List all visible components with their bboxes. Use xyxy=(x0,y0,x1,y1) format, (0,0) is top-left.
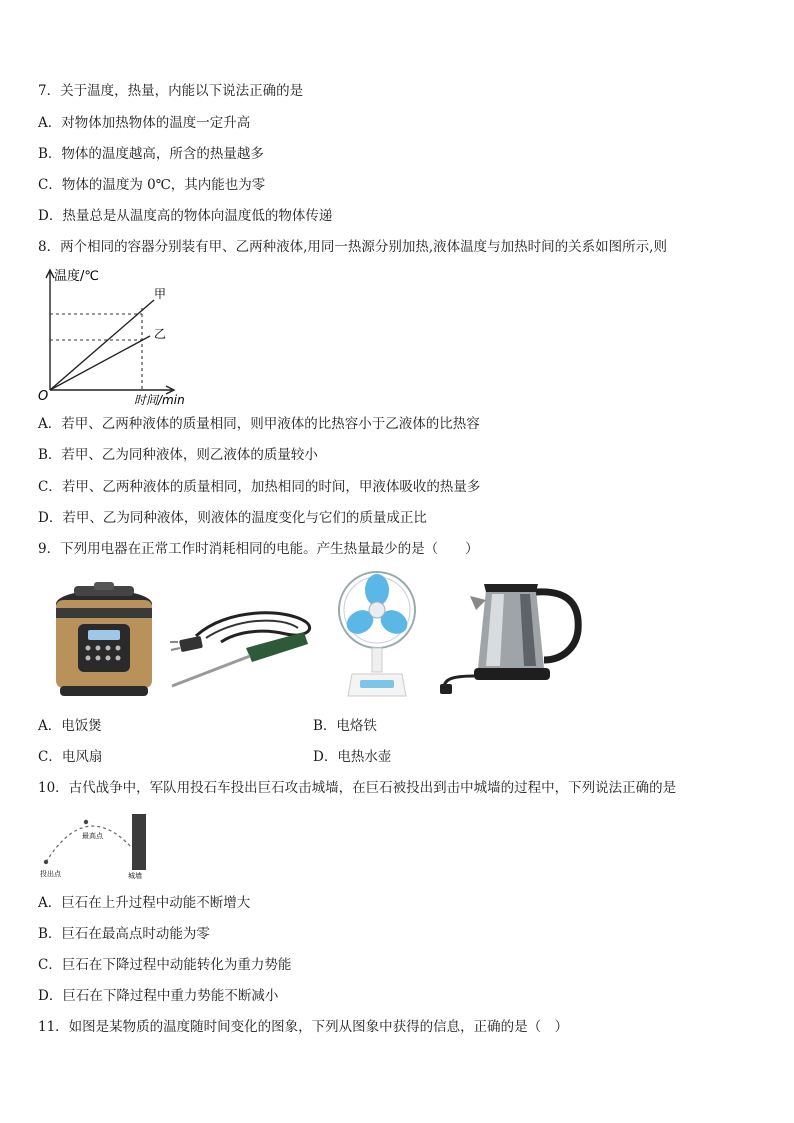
q8-option-b: B．若甲、乙为同种液体，则乙液体的质量较小 xyxy=(38,447,318,463)
q9-stem: 9．下列用电器在正常工作时消耗相同的电能。产生热量最少的是（ ） xyxy=(38,541,479,557)
label-city-wall: 城墙 xyxy=(128,872,142,880)
q10-option-b: B．巨石在最高点时动能为零 xyxy=(38,926,210,942)
q7-option-b: B．物体的温度越高，所含的热量越多 xyxy=(38,146,264,162)
q8-option-d: D．若甲、乙为同种液体，则液体的温度变化与它们的质量成正比 xyxy=(38,510,427,526)
q8-stem: 8．两个相同的容器分别装有甲、乙两种液体,用同一热源分别加热,液体温度与加热时间的关系如图所示,则 xyxy=(38,239,667,255)
graph-label-yi: 乙 xyxy=(154,327,167,341)
electric-fan-image xyxy=(332,570,422,700)
rice-cooker-image xyxy=(48,582,160,698)
q10-option-c: C．巨石在下降过程中动能转化为重力势能 xyxy=(38,957,292,973)
q7-option-d: D．热量总是从温度高的物体向温度低的物体传递 xyxy=(38,208,333,224)
label-launch-point: 投出点 xyxy=(40,870,61,878)
q11-stem: 11．如图是某物质的温度随时间变化的图象，下列从图象中获得的信息，正确的是（ ） xyxy=(38,1019,569,1035)
q9-option-d: D．电热水壶 xyxy=(313,749,392,765)
line-yi xyxy=(50,336,150,390)
electric-kettle-image xyxy=(440,580,585,698)
q8-option-a: A．若甲、乙两种液体的质量相同，则甲液体的比热容小于乙液体的比热容 xyxy=(38,416,480,432)
q10-option-a: A．巨石在上升过程中动能不断增大 xyxy=(38,895,251,911)
graph-xlabel: 时间/min xyxy=(134,393,185,407)
line-jia xyxy=(50,300,154,390)
temperature-time-graph xyxy=(36,264,201,409)
q10-option-d: D．巨石在下降过程中重力势能不断减小 xyxy=(38,988,279,1004)
q10-stem: 10．古代战争中，军队用投石车投出巨石攻击城墙，在巨石被投出到击中城墙的过程中，下列说法正确的是 xyxy=(38,780,677,796)
graph-ylabel: 温度/℃ xyxy=(54,269,99,284)
graph-origin: O xyxy=(38,389,49,404)
q7-option-c: C．物体的温度为 0℃，其内能也为零 xyxy=(38,177,266,193)
soldering-iron-image xyxy=(166,608,316,693)
q9-option-a: A．电饭煲 xyxy=(38,718,102,734)
q7-stem: 7．关于温度，热量，内能以下说法正确的是 xyxy=(38,83,304,99)
q9-option-b: B．电烙铁 xyxy=(313,718,377,734)
q9-option-c: C．电风扇 xyxy=(38,749,103,765)
catapult-trajectory-figure xyxy=(38,810,150,880)
q7-option-a: A．对物体加热物体的温度一定升高 xyxy=(38,115,251,131)
label-highest-point: 最高点 xyxy=(82,832,103,840)
q8-option-c: C．若甲、乙两种液体的质量相同，加热相同的时间，甲液体吸收的热量多 xyxy=(38,479,481,495)
graph-label-jia: 甲 xyxy=(154,287,167,301)
